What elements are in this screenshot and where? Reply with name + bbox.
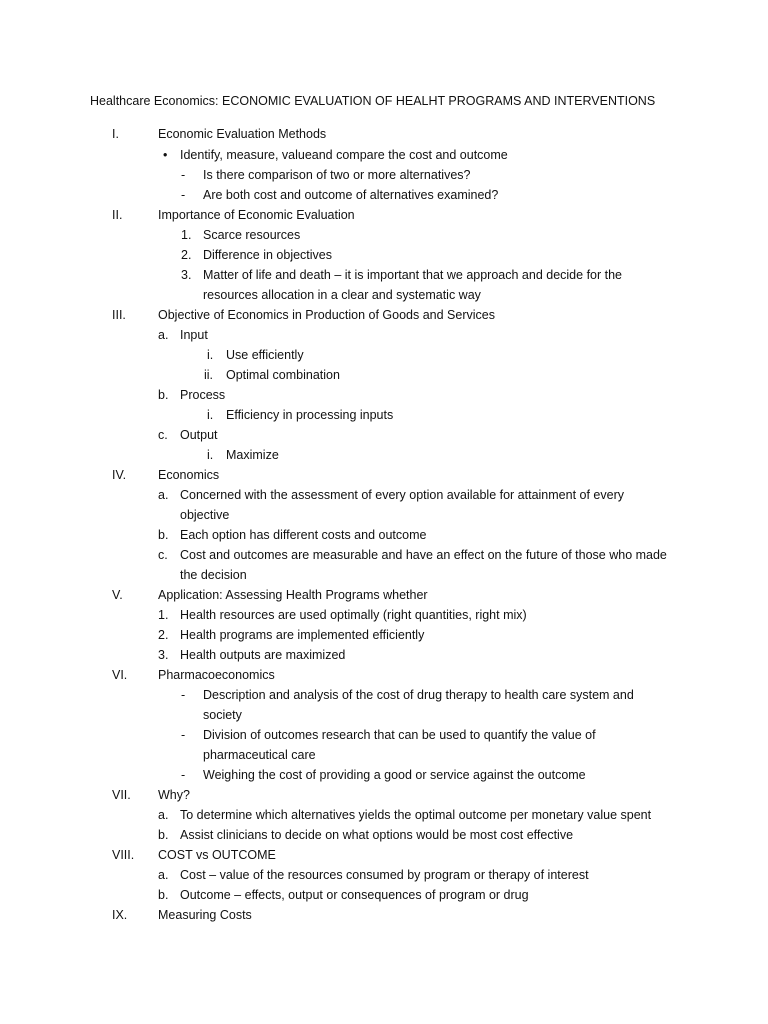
list-item-text: Pharmacoeconomics	[158, 668, 275, 682]
list-marker: b.	[158, 528, 169, 542]
list-item-text: Cost – value of the resources consumed by program or therapy of interest	[180, 868, 589, 882]
list-item-text: Maximize	[226, 448, 279, 462]
list-marker: II.	[112, 208, 123, 222]
list-marker: i.	[207, 348, 214, 362]
list-item-text: Weighing the cost of providing a good or service against the outcome	[203, 768, 586, 782]
list-marker: -	[181, 188, 186, 202]
list-item-text: Description and analysis of the cost of drug therapy to health care system and	[203, 688, 634, 702]
list-marker: 1.	[158, 608, 169, 622]
list-item-text: Health programs are implemented efficiently	[180, 628, 425, 642]
list-marker: c.	[158, 548, 168, 562]
list-marker: ii.	[204, 368, 214, 382]
list-marker: b.	[158, 388, 169, 402]
list-marker: IX.	[112, 908, 128, 922]
list-item-text: Health resources are used optimally (right quantities, right mix)	[180, 608, 527, 622]
list-marker: VIII.	[112, 848, 135, 862]
list-item-text: pharmaceutical care	[203, 748, 316, 762]
list-item-text: Economic Evaluation Methods	[158, 127, 327, 141]
list-item-text: Cost and outcomes are measurable and have an effect on the future of those who made	[180, 548, 667, 562]
list-item-text: Outcome – effects, output or consequences of program or drug	[180, 888, 529, 902]
list-marker: 1.	[181, 228, 192, 242]
list-marker: b.	[158, 828, 169, 842]
list-item-text: Difference in objectives	[203, 248, 333, 262]
list-item-text: To determine which alternatives yields the optimal outcome per monetary value spent	[180, 808, 652, 822]
list-item-text: Output	[180, 428, 218, 442]
list-marker: a.	[158, 488, 169, 502]
list-marker: •	[163, 148, 168, 162]
list-item-text: resources allocation in a clear and systematic way	[203, 288, 481, 302]
list-marker: III.	[112, 308, 126, 322]
list-marker: a.	[158, 808, 169, 822]
list-item-text: Health outputs are maximized	[180, 648, 346, 662]
list-item-text: objective	[180, 508, 230, 522]
list-marker: VI.	[112, 668, 128, 682]
list-item-text: Scarce resources	[203, 228, 301, 242]
list-item-text: Process	[180, 388, 226, 402]
list-item-text: Economics	[158, 468, 220, 482]
list-item-text: Objective of Economics in Production of Goods and Services	[158, 308, 495, 322]
list-item-text: COST vs OUTCOME	[158, 848, 276, 862]
list-item-text: Use efficiently	[226, 348, 304, 362]
list-item-text: the decision	[180, 568, 247, 582]
list-item-text: Identify, measure, valueand compare the cost and outcome	[180, 148, 508, 162]
list-item-text: Application: Assessing Health Programs whether	[158, 588, 428, 602]
list-marker: -	[181, 168, 186, 182]
list-marker: i.	[207, 448, 214, 462]
list-item-text: Importance of Economic Evaluation	[158, 208, 355, 222]
list-item-text: Optimal combination	[226, 368, 340, 382]
list-item-text: Assist clinicians to decide on what options would be most cost effective	[180, 828, 574, 842]
list-item-text: Why?	[158, 788, 190, 802]
list-marker: a.	[158, 328, 169, 342]
list-item-text: Input	[180, 328, 208, 342]
list-item-text: Division of outcomes research that can be used to quantify the value of	[203, 728, 596, 742]
list-marker: a.	[158, 868, 169, 882]
list-marker: 3.	[181, 268, 192, 282]
list-item-text: Is there comparison of two or more alternatives?	[203, 168, 471, 182]
document-title: Healthcare Economics: ECONOMIC EVALUATION OF HEALHT PROGRAMS AND INTERVENTIONS	[90, 94, 656, 108]
list-marker: b.	[158, 888, 169, 902]
list-item-text: society	[203, 708, 242, 722]
list-marker: -	[181, 728, 186, 742]
list-marker: 2.	[158, 628, 169, 642]
list-marker: I.	[112, 127, 119, 141]
list-marker: VII.	[112, 788, 131, 802]
list-marker: -	[181, 688, 186, 702]
list-marker: IV.	[112, 468, 127, 482]
list-marker: V.	[112, 588, 123, 602]
list-item-text: Each option has different costs and outcome	[180, 528, 427, 542]
list-item-text: Concerned with the assessment of every option available for attainment of every	[180, 488, 624, 502]
list-item-text: Measuring Costs	[158, 908, 252, 922]
list-marker: i.	[207, 408, 214, 422]
list-marker: 2.	[181, 248, 192, 262]
list-item-text: Are both cost and outcome of alternatives examined?	[203, 188, 499, 202]
list-marker: 3.	[158, 648, 169, 662]
list-item-text: Matter of life and death – it is important that we approach and decide for the	[203, 268, 623, 282]
list-marker: c.	[158, 428, 168, 442]
list-marker: -	[181, 768, 186, 782]
list-item-text: Efficiency in processing inputs	[226, 408, 394, 422]
